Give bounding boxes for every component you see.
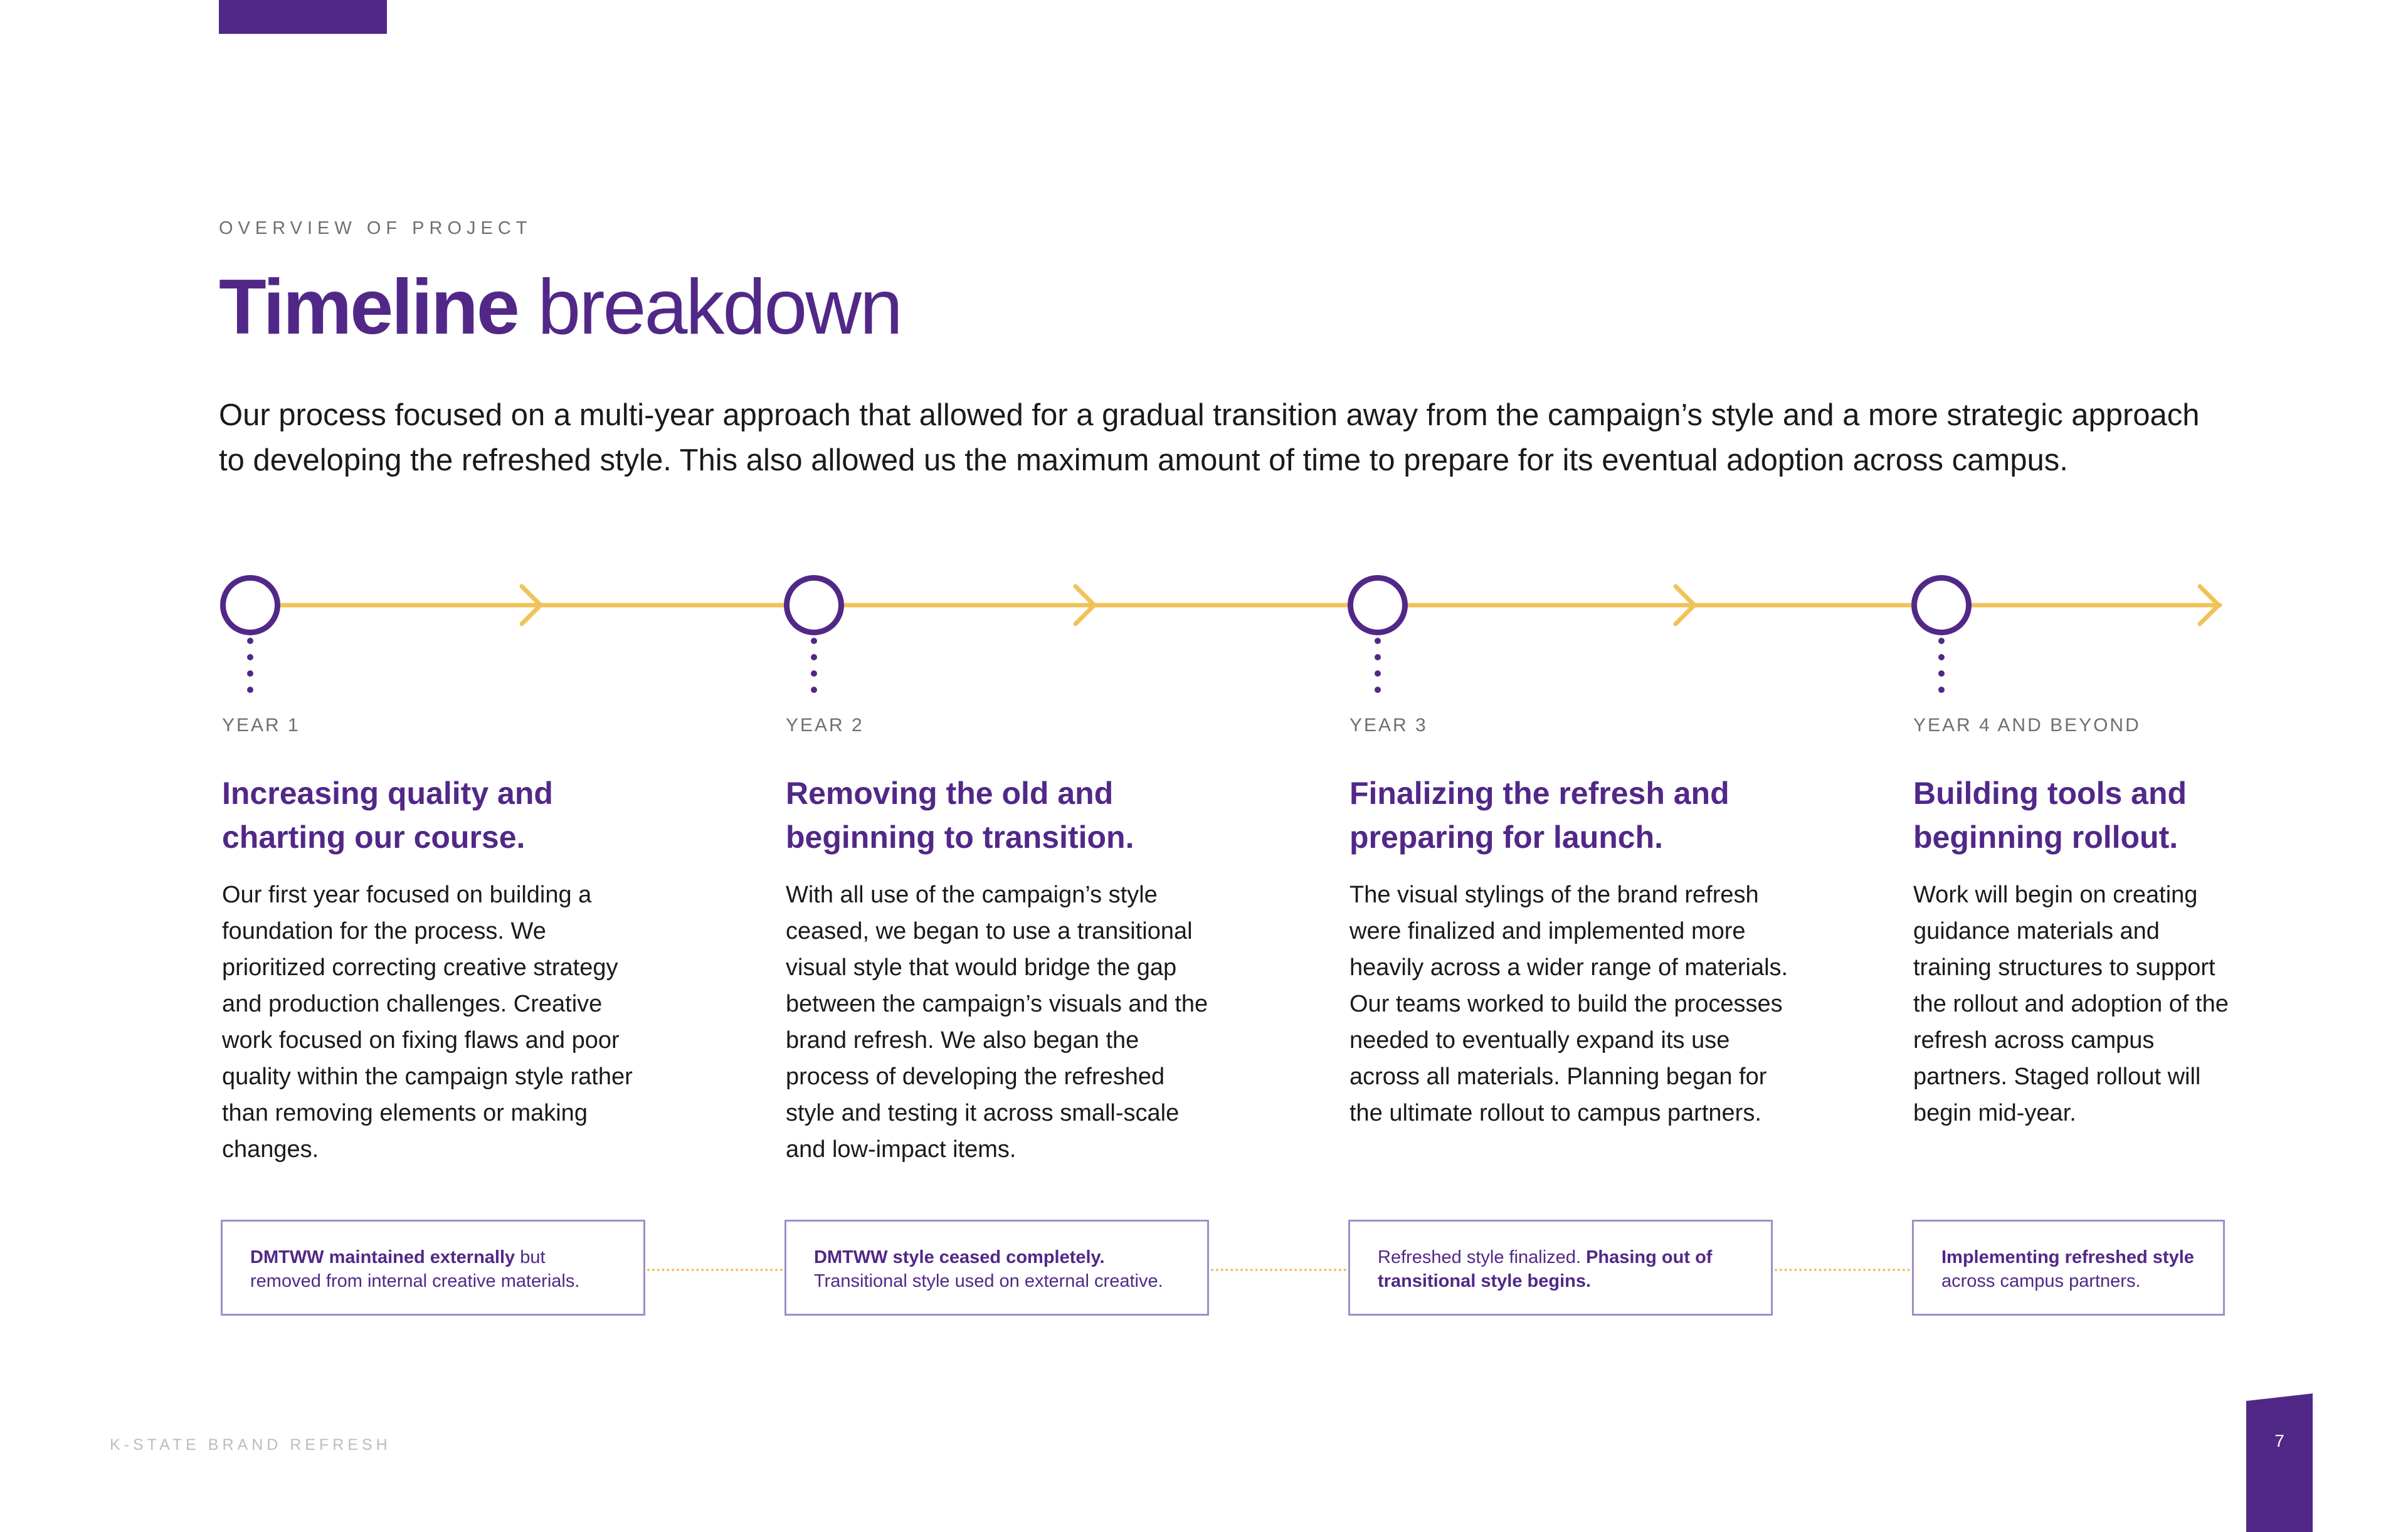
milestone-circle-1 (220, 575, 280, 635)
outcome-text: Transitional style used on external creative. (814, 1271, 1163, 1291)
title-bold: Timeline (219, 264, 518, 351)
outcome-box-1 (221, 1220, 645, 1316)
outcome-text: Refreshed style finalized. (1378, 1247, 1587, 1267)
year-label: YEAR 1 (222, 715, 300, 736)
milestone-year-1 (222, 715, 661, 1168)
page-number: 7 (2274, 1431, 2284, 1450)
milestone-circle-2 (784, 575, 844, 635)
milestone-heading: Removing the old and beginning to transition. (786, 776, 1134, 855)
milestone-body: With all use of the campaign’s style ceased, we began to use a transitional visual style that would bridge the gap between the campaign’s visuals and the brand refresh. We also began the process of developing the refreshed style and testing it across small-scale and low-impact items. (786, 882, 1208, 1163)
outcome-text: but removed from internal creative materials. (250, 1247, 580, 1291)
outcome-bold: Implementing refreshed style (1941, 1247, 2194, 1267)
milestone-year-4 (1913, 715, 2264, 1131)
dotted-connector-1 (247, 638, 253, 694)
page-number-tab (2246, 1393, 2313, 1532)
milestone-year-2 (786, 715, 1225, 1168)
dotted-connector-3 (1375, 638, 1381, 694)
milestone-body: Our first year focused on building a foundation for the process. We prioritized correcting creative strategy and production challenges. Creative work focused on fixing flaws and poor quality within the campaign style rather than removing elements or making changes. (222, 882, 633, 1163)
intro-paragraph: Our process focused on a multi-year approach that allowed for a gradual transition away from the campaign’s style and a more strategic approach to developing the refreshed style. This also allowed us the maximum amount of time to prepare for its eventual adoption across campus. (219, 398, 2200, 477)
dotted-connector-2 (811, 638, 817, 694)
milestone-circle-3 (1348, 575, 1408, 635)
box-connector-1 (647, 1269, 783, 1271)
outcome-box-3 (1348, 1220, 1773, 1316)
title-light: breakdown (537, 264, 901, 351)
milestone-year-3 (1349, 715, 1801, 1131)
dotted-connector-4 (1938, 638, 1945, 694)
year-label: YEAR 2 (786, 715, 864, 736)
milestone-heading: Increasing quality and charting our course. (222, 776, 553, 855)
box-connector-3 (1775, 1269, 1910, 1271)
outcome-bold: DMTWW style ceased completely. (814, 1247, 1105, 1267)
box-connector-2 (1211, 1269, 1346, 1271)
milestone-circle-4 (1911, 575, 1972, 635)
outcome-box-4 (1912, 1220, 2225, 1316)
outcome-bold: DMTWW maintained externally (250, 1247, 515, 1267)
milestone-heading: Building tools and beginning rollout. (1913, 776, 2187, 855)
milestone-body: The visual stylings of the brand refresh were finalized and implemented more heavily across a wider range of materials. Our teams worked to build the processes needed to eventually expand its use across all materials. Planning began for the ultimate rollout to campus partners. (1349, 882, 1788, 1126)
year-label: YEAR 4 AND BEYOND (1913, 715, 2141, 736)
outcome-bold: Phasing out of transitional style begins. (1378, 1247, 1713, 1291)
year-label: YEAR 3 (1349, 715, 1428, 736)
outcome-box-2 (784, 1220, 1209, 1316)
section-label: OVERVIEW OF PROJECT (219, 218, 532, 238)
outcome-text: across campus partners. (1941, 1271, 2141, 1291)
milestone-heading: Finalizing the refresh and preparing for launch. (1349, 776, 1729, 855)
footer-label: K-STATE BRAND REFRESH (110, 1436, 391, 1454)
milestone-body: Work will begin on creating guidance materials and training structures to support the rollout and adoption of the refresh across campus partners. Staged rollout will begin mid-year. (1913, 882, 2229, 1126)
